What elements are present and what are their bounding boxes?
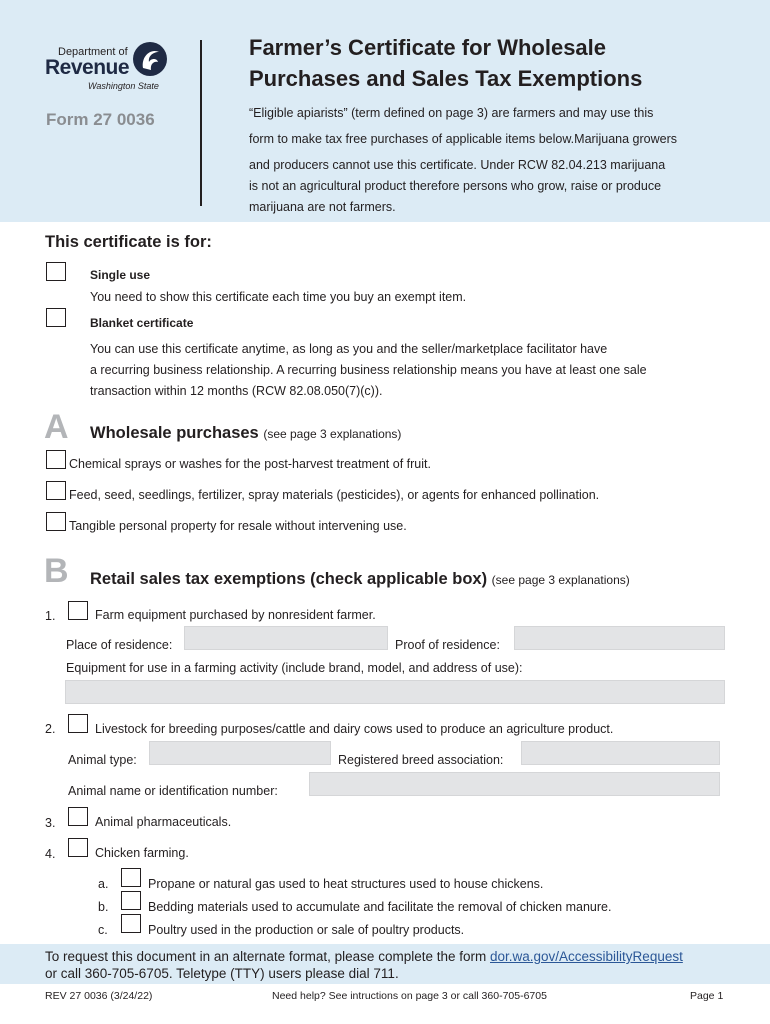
b-item-4c-checkbox[interactable] xyxy=(121,914,141,933)
a-item-2-label: Feed, seed, seedlings, fertilizer, spray materials (pesticides), or agents for enhanced pollination. xyxy=(69,488,600,502)
section-a-title: Wholesale purchases xyxy=(90,424,259,442)
header-divider xyxy=(200,40,202,206)
a-item-2-checkbox[interactable] xyxy=(46,481,66,500)
section-b-heading xyxy=(90,570,630,589)
animal-name-field[interactable] xyxy=(309,772,720,796)
b-item-4-checkbox[interactable] xyxy=(68,838,88,857)
b-item-4b-checkbox[interactable] xyxy=(121,891,141,910)
breed-association-label: Registered breed association: xyxy=(338,753,504,767)
accessibility-line-2: or call 360-705-6705. Teletype (TTY) users please dial 711. xyxy=(45,966,399,981)
blanket-desc-2: a recurring business relationship. A recurring business relationship means you have at least one sale xyxy=(90,363,647,377)
title-line-1: Farmer’s Certificate for Wholesale xyxy=(249,35,607,60)
section-b-title: Retail sales tax exemptions (check applicable box) xyxy=(90,570,488,588)
a-item-3-label: Tangible personal property for resale without intervening use. xyxy=(69,519,407,533)
b-item-4a-checkbox[interactable] xyxy=(121,868,141,887)
b-item-4a-label: Propane or natural gas used to heat structures used to house chickens. xyxy=(148,877,544,891)
intro-line-2: form to make tax free purchases of applicable items below.Marijuana growers xyxy=(249,132,677,146)
intro-line-1: “Eligible apiarists” (term defined on page 3) are farmers and may use this xyxy=(249,106,654,120)
a-item-3-checkbox[interactable] xyxy=(46,512,66,531)
b-item-2-checkbox[interactable] xyxy=(68,714,88,733)
logo-state: Washington State xyxy=(88,81,159,91)
b-item-1-label: Farm equipment purchased by nonresident farmer. xyxy=(95,608,376,622)
title-line-2: Purchases and Sales Tax Exemptions xyxy=(249,66,643,91)
place-of-residence-label: Place of residence: xyxy=(66,638,173,652)
single-use-label: Single use xyxy=(90,268,151,282)
equipment-field[interactable] xyxy=(65,680,725,704)
animal-type-label: Animal type: xyxy=(68,753,137,767)
b-item-4a-letter: a. xyxy=(98,877,109,891)
accessibility-text: To request this document in an alternate format, please complete the form xyxy=(45,949,490,964)
section-a-letter: A xyxy=(44,408,69,446)
animal-type-field[interactable] xyxy=(149,741,331,765)
b-item-2-num: 2. xyxy=(45,722,56,736)
b-item-3-num: 3. xyxy=(45,816,56,830)
certificate-for-heading: This certificate is for: xyxy=(45,233,212,251)
intro-line-3: and producers cannot use this certificate. Under RCW 82.04.213 marijuana xyxy=(249,158,666,172)
intro-line-5: marijuana are not farmers. xyxy=(249,200,396,214)
page-title xyxy=(249,32,729,94)
section-a-heading xyxy=(90,424,401,443)
equipment-label: Equipment for use in a farming activity (include brand, model, and address of use): xyxy=(66,661,523,675)
b-item-3-label: Animal pharmaceuticals. xyxy=(95,815,232,829)
proof-of-residence-label: Proof of residence: xyxy=(395,638,500,652)
animal-name-label: Animal name or identification number: xyxy=(68,784,278,798)
a-item-1-checkbox[interactable] xyxy=(46,450,66,469)
footer-page: Page 1 xyxy=(690,990,724,1002)
blanket-label: Blanket certificate xyxy=(90,316,194,330)
dor-logo-icon xyxy=(131,40,169,78)
b-item-4c-letter: c. xyxy=(98,923,108,937)
accessibility-line-1 xyxy=(45,948,683,965)
b-item-4b-letter: b. xyxy=(98,900,109,914)
single-use-checkbox[interactable] xyxy=(46,262,66,281)
b-item-1-checkbox[interactable] xyxy=(68,601,88,620)
logo-department: Department of xyxy=(58,46,128,58)
b-item-4-num: 4. xyxy=(45,847,56,861)
single-use-desc: You need to show this certificate each time you buy an exempt item. xyxy=(90,290,467,304)
b-item-4-label: Chicken farming. xyxy=(95,846,189,860)
b-item-2-label: Livestock for breeding purposes/cattle and dairy cows used to produce an agriculture product. xyxy=(95,722,614,736)
blanket-checkbox[interactable] xyxy=(46,308,66,327)
footer-rev: REV 27 0036 (3/24/22) xyxy=(45,990,153,1002)
intro-line-4: is not an agricultural product therefore persons who grow, raise or produce xyxy=(249,179,662,193)
a-item-1-label: Chemical sprays or washes for the post-harvest treatment of fruit. xyxy=(69,457,431,471)
section-b-note: (see page 3 explanations) xyxy=(491,573,630,587)
b-item-4b-label: Bedding materials used to accumulate and facilitate the removal of chicken manure. xyxy=(148,900,612,914)
b-item-4c-label: Poultry used in the production or sale of poultry products. xyxy=(148,923,465,937)
form-number: Form 27 0036 xyxy=(46,110,155,129)
accessibility-notice xyxy=(45,948,683,982)
logo-revenue: Revenue xyxy=(45,56,130,79)
section-b-letter: B xyxy=(44,552,69,590)
proof-of-residence-field[interactable] xyxy=(514,626,725,650)
b-item-3-checkbox[interactable] xyxy=(68,807,88,826)
blanket-desc-3: transaction within 12 months (RCW 82.08.050(7)(c)). xyxy=(90,384,383,398)
accessibility-link[interactable]: dor.wa.gov/AccessibilityRequest xyxy=(490,949,683,964)
blanket-desc-1: You can use this certificate anytime, as long as you and the seller/marketplace facilitator have xyxy=(90,342,608,356)
footer-help: Need help? See intructions on page 3 or call 360-705-6705 xyxy=(272,990,547,1002)
section-a-note: (see page 3 explanations) xyxy=(263,427,402,441)
breed-association-field[interactable] xyxy=(521,741,720,765)
b-item-1-num: 1. xyxy=(45,609,56,623)
place-of-residence-field[interactable] xyxy=(184,626,388,650)
